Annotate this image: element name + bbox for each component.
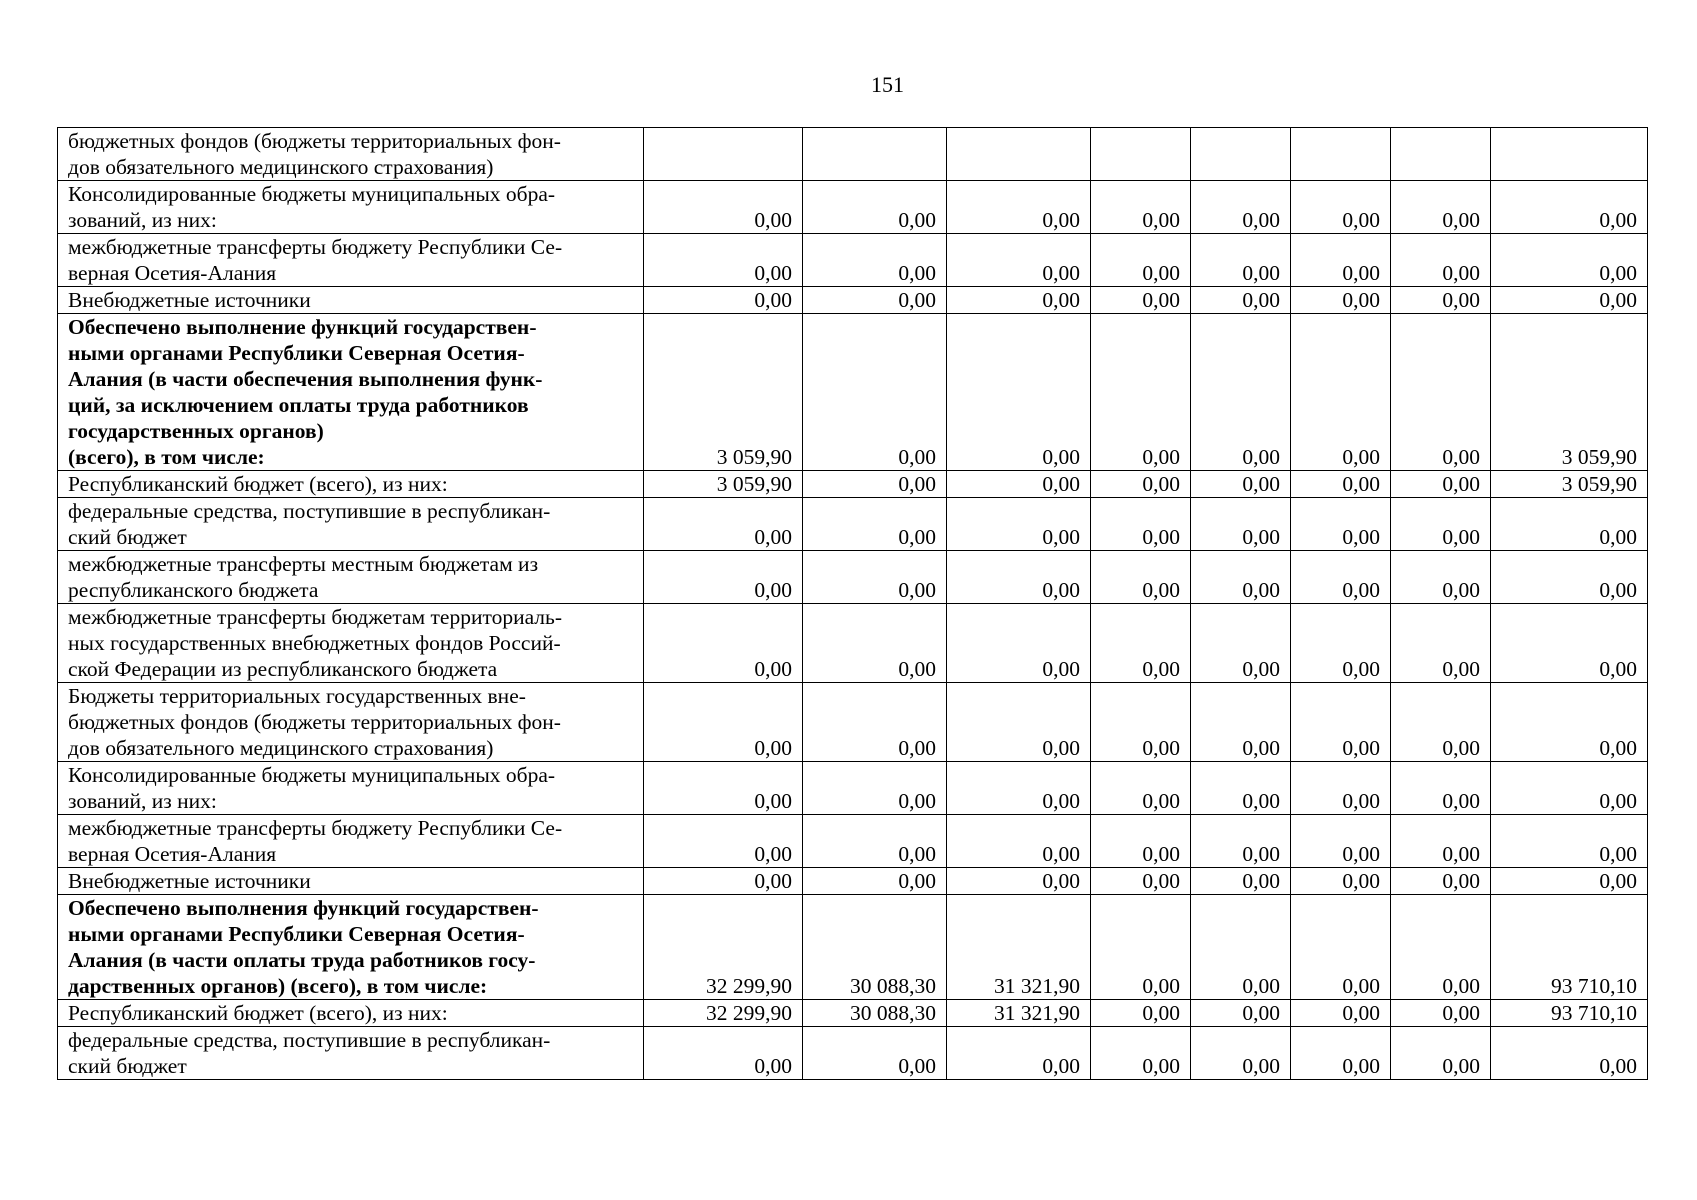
row-label	[58, 683, 644, 762]
value-cell: 0,00	[947, 683, 1091, 762]
table-row	[58, 868, 1648, 895]
value-cell: 0,00	[803, 287, 947, 314]
row-label	[58, 868, 644, 895]
value-cell: 0,00	[1491, 868, 1648, 895]
row-label-line: Алания (в части оплаты труда работников госу-	[68, 948, 536, 972]
value-cell: 0,00	[803, 181, 947, 234]
value-cell: 0,00	[947, 551, 1091, 604]
row-label-line: Внебюджетные источники	[68, 288, 311, 312]
table-row	[58, 604, 1648, 683]
value-cell: 0,00	[1391, 1027, 1491, 1080]
value-cell: 0,00	[1391, 551, 1491, 604]
value-cell: 0,00	[1391, 1000, 1491, 1027]
value-cell: 30 088,30	[803, 1000, 947, 1027]
row-label	[58, 287, 644, 314]
row-label	[58, 181, 644, 234]
row-label-line: ский бюджет	[68, 525, 187, 549]
value-cell: 0,00	[1391, 471, 1491, 498]
row-label-line: ский бюджет	[68, 1054, 187, 1078]
table-row	[58, 314, 1648, 471]
value-cell: 0,00	[1291, 1027, 1391, 1080]
value-cell: 0,00	[803, 1027, 947, 1080]
value-cell: 0,00	[947, 181, 1091, 234]
row-label-line: зований, из них:	[68, 208, 217, 232]
value-cell: 0,00	[803, 815, 947, 868]
value-cell: 0,00	[1391, 234, 1491, 287]
value-cell: 0,00	[1091, 762, 1191, 815]
value-cell: 93 710,10	[1491, 1000, 1648, 1027]
row-label-line: верная Осетия-Алания	[68, 842, 277, 866]
value-cell: 0,00	[1291, 815, 1391, 868]
value-cell: 0,00	[1191, 471, 1291, 498]
value-cell: 0,00	[1091, 868, 1191, 895]
value-cell: 3 059,90	[1491, 471, 1648, 498]
table-row	[58, 551, 1648, 604]
value-cell: 0,00	[644, 551, 803, 604]
table-row	[58, 895, 1648, 1000]
value-cell: 0,00	[803, 868, 947, 895]
value-cell	[947, 128, 1091, 181]
value-cell: 0,00	[1191, 815, 1291, 868]
value-cell: 0,00	[1191, 287, 1291, 314]
value-cell: 0,00	[1091, 1000, 1191, 1027]
row-label	[58, 314, 644, 471]
row-label-line: Внебюджетные источники	[68, 869, 311, 893]
value-cell: 0,00	[1491, 604, 1648, 683]
value-cell: 0,00	[1091, 181, 1191, 234]
value-cell: 0,00	[1291, 868, 1391, 895]
value-cell: 0,00	[1291, 683, 1391, 762]
value-cell: 0,00	[803, 471, 947, 498]
row-label-line: Консолидированные бюджеты муниципальных обра-	[68, 182, 556, 206]
row-label	[58, 762, 644, 815]
value-cell: 0,00	[947, 314, 1091, 471]
value-cell: 0,00	[1291, 895, 1391, 1000]
value-cell: 0,00	[1491, 1027, 1648, 1080]
value-cell: 0,00	[1191, 234, 1291, 287]
value-cell: 0,00	[644, 815, 803, 868]
value-cell: 0,00	[644, 1027, 803, 1080]
row-label-line: Бюджеты территориальных государственных вне-	[68, 684, 526, 708]
row-label	[58, 604, 644, 683]
value-cell: 32 299,90	[644, 895, 803, 1000]
table-row	[58, 287, 1648, 314]
value-cell	[1391, 128, 1491, 181]
row-label-line: бюджетных фондов (бюджеты территориальных фон-	[68, 710, 561, 734]
row-label-line: (всего), в том числе:	[68, 445, 265, 469]
value-cell: 0,00	[1391, 815, 1491, 868]
value-cell: 0,00	[1491, 683, 1648, 762]
value-cell: 0,00	[1091, 895, 1191, 1000]
table-row	[58, 762, 1648, 815]
value-cell: 0,00	[1391, 498, 1491, 551]
row-label	[58, 815, 644, 868]
value-cell: 0,00	[1091, 604, 1191, 683]
row-label-line: ций, за исключением оплаты труда работников	[68, 393, 529, 417]
value-cell: 0,00	[803, 234, 947, 287]
row-label-line: Обеспечено выполнение функций государствен-	[68, 315, 537, 339]
value-cell: 0,00	[1391, 314, 1491, 471]
value-cell: 0,00	[1491, 815, 1648, 868]
value-cell: 3 059,90	[1491, 314, 1648, 471]
row-label-line: ными органами Республики Северная Осетия-	[68, 922, 525, 946]
value-cell: 0,00	[947, 868, 1091, 895]
value-cell	[803, 128, 947, 181]
value-cell: 0,00	[1291, 471, 1391, 498]
value-cell: 0,00	[1491, 762, 1648, 815]
value-cell: 3 059,90	[644, 314, 803, 471]
table-row	[58, 471, 1648, 498]
value-cell: 0,00	[644, 683, 803, 762]
value-cell: 0,00	[1191, 1027, 1291, 1080]
value-cell: 0,00	[644, 498, 803, 551]
value-cell: 0,00	[1091, 815, 1191, 868]
row-label-line: ской Федерации из республиканского бюджета	[68, 657, 498, 681]
row-label-line: государственных органов)	[68, 419, 324, 443]
value-cell: 0,00	[1291, 498, 1391, 551]
value-cell: 0,00	[947, 762, 1091, 815]
row-label-line: Консолидированные бюджеты муниципальных обра-	[68, 763, 556, 787]
value-cell: 0,00	[947, 471, 1091, 498]
value-cell: 0,00	[1391, 895, 1491, 1000]
value-cell: 0,00	[1191, 895, 1291, 1000]
value-cell: 0,00	[803, 314, 947, 471]
value-cell: 0,00	[644, 181, 803, 234]
value-cell: 0,00	[947, 287, 1091, 314]
value-cell	[1291, 128, 1391, 181]
value-cell: 0,00	[1191, 604, 1291, 683]
value-cell: 0,00	[1291, 234, 1391, 287]
value-cell: 0,00	[1391, 683, 1491, 762]
table-row	[58, 181, 1648, 234]
value-cell	[1191, 128, 1291, 181]
value-cell	[1491, 128, 1648, 181]
value-cell: 0,00	[1091, 683, 1191, 762]
value-cell: 0,00	[947, 498, 1091, 551]
row-label-line: межбюджетные трансферты местным бюджетам из	[68, 552, 539, 576]
value-cell	[644, 128, 803, 181]
budget-table	[57, 127, 1648, 1080]
table-row	[58, 128, 1648, 181]
value-cell: 0,00	[1091, 234, 1191, 287]
value-cell: 32 299,90	[644, 1000, 803, 1027]
value-cell: 0,00	[803, 498, 947, 551]
value-cell: 0,00	[1291, 604, 1391, 683]
value-cell: 3 059,90	[644, 471, 803, 498]
value-cell: 0,00	[644, 868, 803, 895]
value-cell: 0,00	[1391, 181, 1491, 234]
value-cell: 0,00	[1191, 181, 1291, 234]
table-row	[58, 1000, 1648, 1027]
row-label-line: республиканского бюджета	[68, 578, 319, 602]
value-cell: 0,00	[1291, 762, 1391, 815]
value-cell: 0,00	[803, 551, 947, 604]
value-cell: 0,00	[1191, 498, 1291, 551]
value-cell: 0,00	[1191, 683, 1291, 762]
row-label	[58, 895, 644, 1000]
value-cell: 0,00	[644, 604, 803, 683]
row-label	[58, 1000, 644, 1027]
value-cell: 0,00	[1391, 287, 1491, 314]
value-cell: 0,00	[1391, 604, 1491, 683]
value-cell: 0,00	[803, 604, 947, 683]
value-cell	[1091, 128, 1191, 181]
row-label-line: зований, из них:	[68, 789, 217, 813]
row-label	[58, 234, 644, 287]
value-cell: 0,00	[1491, 287, 1648, 314]
value-cell: 0,00	[1191, 314, 1291, 471]
row-label-line: дарственных органов) (всего), в том числе:	[68, 974, 488, 998]
value-cell: 0,00	[1091, 314, 1191, 471]
value-cell: 0,00	[947, 1027, 1091, 1080]
row-label-line: бюджетных фондов (бюджеты территориальных фон-	[68, 129, 561, 153]
value-cell: 0,00	[1091, 498, 1191, 551]
value-cell: 0,00	[1191, 551, 1291, 604]
value-cell: 0,00	[1091, 287, 1191, 314]
value-cell: 0,00	[644, 762, 803, 815]
row-label-line: федеральные средства, поступившие в республикан-	[68, 499, 551, 523]
row-label	[58, 498, 644, 551]
row-label-line: дов обязательного медицинского страхования)	[68, 736, 494, 760]
value-cell: 0,00	[1491, 234, 1648, 287]
row-label-line: Алания (в части обеспечения выполнения функ-	[68, 367, 543, 391]
value-cell: 0,00	[644, 287, 803, 314]
value-cell: 31 321,90	[947, 895, 1091, 1000]
value-cell: 0,00	[1091, 471, 1191, 498]
table-row	[58, 498, 1648, 551]
table-row	[58, 1027, 1648, 1080]
table-row	[58, 234, 1648, 287]
row-label-line: межбюджетные трансферты бюджетам территориаль-	[68, 605, 562, 629]
value-cell: 30 088,30	[803, 895, 947, 1000]
row-label-line: Республиканский бюджет (всего), из них:	[68, 472, 448, 496]
row-label-line: ных государственных внебюджетных фондов Россий-	[68, 631, 561, 655]
row-label-line: дов обязательного медицинского страхования)	[68, 155, 494, 179]
value-cell: 0,00	[1291, 314, 1391, 471]
value-cell: 0,00	[1291, 551, 1391, 604]
row-label-line: Республиканский бюджет (всего), из них:	[68, 1001, 448, 1025]
row-label	[58, 551, 644, 604]
value-cell: 0,00	[1191, 1000, 1291, 1027]
value-cell: 0,00	[947, 815, 1091, 868]
row-label-line: межбюджетные трансферты бюджету Республики Се-	[68, 816, 563, 840]
row-label	[58, 1027, 644, 1080]
value-cell: 0,00	[1191, 868, 1291, 895]
value-cell: 0,00	[1491, 181, 1648, 234]
row-label-line: межбюджетные трансферты бюджету Республики Се-	[68, 235, 563, 259]
value-cell: 0,00	[803, 762, 947, 815]
row-label-line: федеральные средства, поступившие в республикан-	[68, 1028, 551, 1052]
table-row	[58, 683, 1648, 762]
table-body	[58, 128, 1648, 1080]
value-cell: 0,00	[947, 234, 1091, 287]
row-label	[58, 128, 644, 181]
value-cell: 0,00	[1491, 551, 1648, 604]
value-cell: 93 710,10	[1491, 895, 1648, 1000]
value-cell: 0,00	[1191, 762, 1291, 815]
value-cell: 0,00	[1091, 1027, 1191, 1080]
value-cell: 0,00	[1291, 287, 1391, 314]
value-cell: 0,00	[1491, 498, 1648, 551]
value-cell: 31 321,90	[947, 1000, 1091, 1027]
value-cell: 0,00	[644, 234, 803, 287]
row-label	[58, 471, 644, 498]
row-label-line: ными органами Республики Северная Осетия-	[68, 341, 525, 365]
value-cell: 0,00	[1391, 762, 1491, 815]
row-label-line: верная Осетия-Алания	[68, 261, 277, 285]
table-row	[58, 815, 1648, 868]
value-cell: 0,00	[803, 683, 947, 762]
value-cell: 0,00	[1391, 868, 1491, 895]
row-label-line: Обеспечено выполнения функций государствен-	[68, 896, 539, 920]
value-cell: 0,00	[1291, 181, 1391, 234]
page-number: 151	[871, 72, 904, 97]
value-cell: 0,00	[1091, 551, 1191, 604]
value-cell: 0,00	[1291, 1000, 1391, 1027]
value-cell: 0,00	[947, 604, 1091, 683]
